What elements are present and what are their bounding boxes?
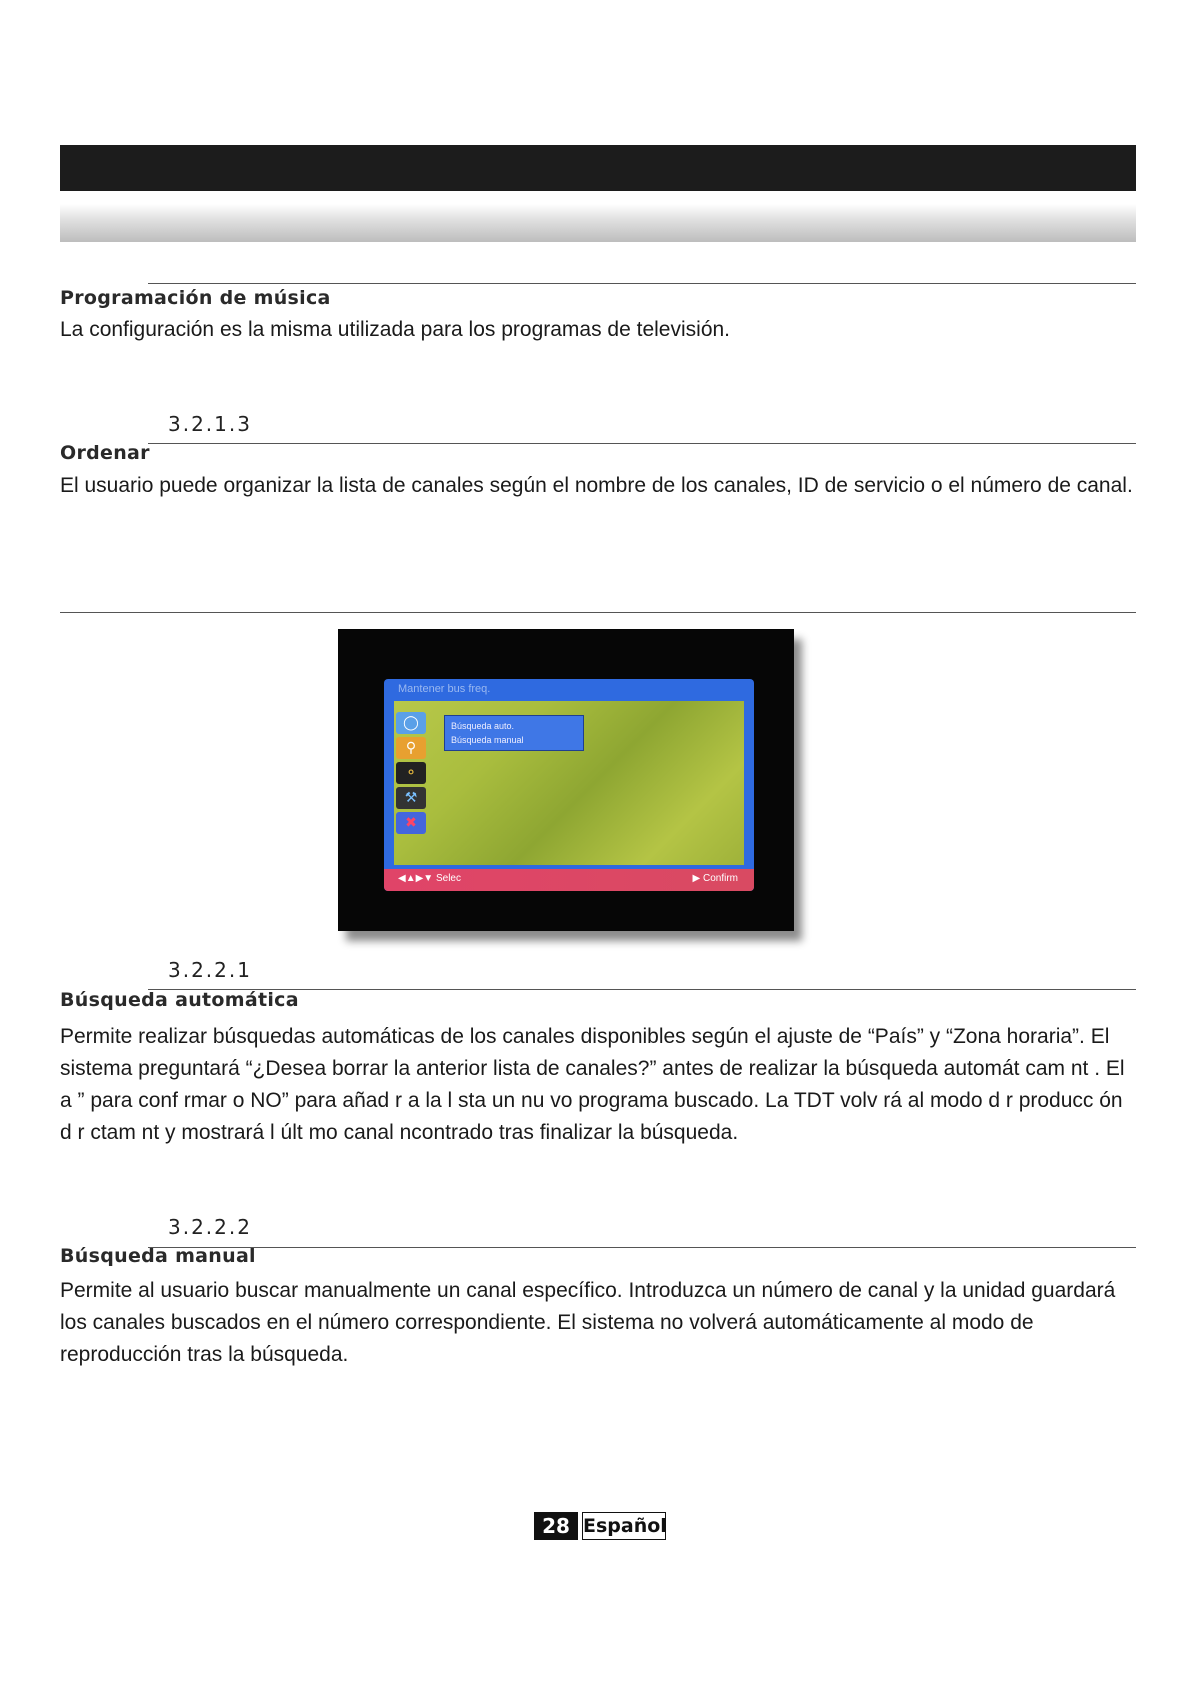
- tv-submenu: [444, 715, 584, 751]
- tv-menu-item: Búsqueda manual: [451, 735, 524, 745]
- tv-bottom-bar: [384, 869, 754, 891]
- tv-icon-column: [396, 709, 434, 837]
- section-text-musica: La configuración es la misma utilizada para los programas de televisión.: [60, 318, 731, 341]
- divider: [148, 1247, 1136, 1248]
- ok-key-icon: ▶: [692, 873, 701, 884]
- section-title-busqueda-manual: Búsqueda manual: [60, 1245, 256, 1267]
- tv-confirm-hint: [693, 873, 739, 884]
- exit-icon: ✖: [396, 812, 426, 834]
- arrow-keys-icon: ◀▲▶▼: [398, 873, 434, 884]
- subheader-bar: [60, 204, 1136, 242]
- divider: [148, 283, 1136, 284]
- section-number-busqueda-auto: 3.2.2.1: [168, 958, 252, 982]
- section-number-ordenar: 3.2.1.3: [168, 412, 252, 436]
- tools-icon: ⚒: [396, 787, 426, 809]
- header-bar: [60, 145, 1136, 191]
- section-number-busqueda-manual: 3.2.2.2: [168, 1215, 252, 1239]
- key-icon: ⚬: [396, 762, 426, 784]
- divider: [60, 612, 1136, 613]
- tv-menu-window: [384, 679, 754, 891]
- page-number: 28: [534, 1512, 578, 1540]
- section-title-busqueda-auto: Búsqueda automática: [60, 989, 299, 1011]
- section-text-ordenar: El usuario puede organizar la lista de canales según el nombre de los canales, ID de servicio o el número de canal.: [60, 474, 1133, 497]
- tv-screenshot: [338, 629, 794, 931]
- globe-icon: ◯: [396, 712, 426, 734]
- tv-select-hint: [398, 873, 461, 884]
- divider: [148, 443, 1136, 444]
- page-language: Español: [582, 1512, 666, 1540]
- section-title-musica: Programación de música: [60, 287, 331, 309]
- section-text-busqueda-auto: Permite realizar búsquedas automáticas de los canales disponibles según el ajuste de “País” y “Zona horaria”. El sistema preguntará “¿Desea borrar la anterior lista de canales?” antes de realizar la búsqueda automát cam nt . El a ” para conf rmar o NO” para añad r a la l sta un nu vo programa buscado. La TDT volv rá al modo d r producc ón d r ctam nt y mostrará l últ mo canal ncontrado tras finalizar la búsqueda.: [60, 1025, 1125, 1144]
- tv-select-label: Selec: [435, 873, 461, 884]
- tv-menu-item: Búsqueda auto.: [451, 721, 515, 731]
- tv-menu-title: Mantener bus freq.: [398, 683, 491, 695]
- section-title-ordenar: Ordenar: [60, 442, 150, 464]
- search-icon: ⚲: [396, 737, 426, 759]
- section-text-busqueda-manual: Permite al usuario buscar manualmente un canal específico. Introduzca un número de canal y la unidad guardará los canales buscados en el número correspondiente. El sistema no volverá automáticamente al modo de reproducción tras la búsqueda.: [60, 1279, 1116, 1366]
- tv-confirm-label: Confirm: [702, 873, 738, 884]
